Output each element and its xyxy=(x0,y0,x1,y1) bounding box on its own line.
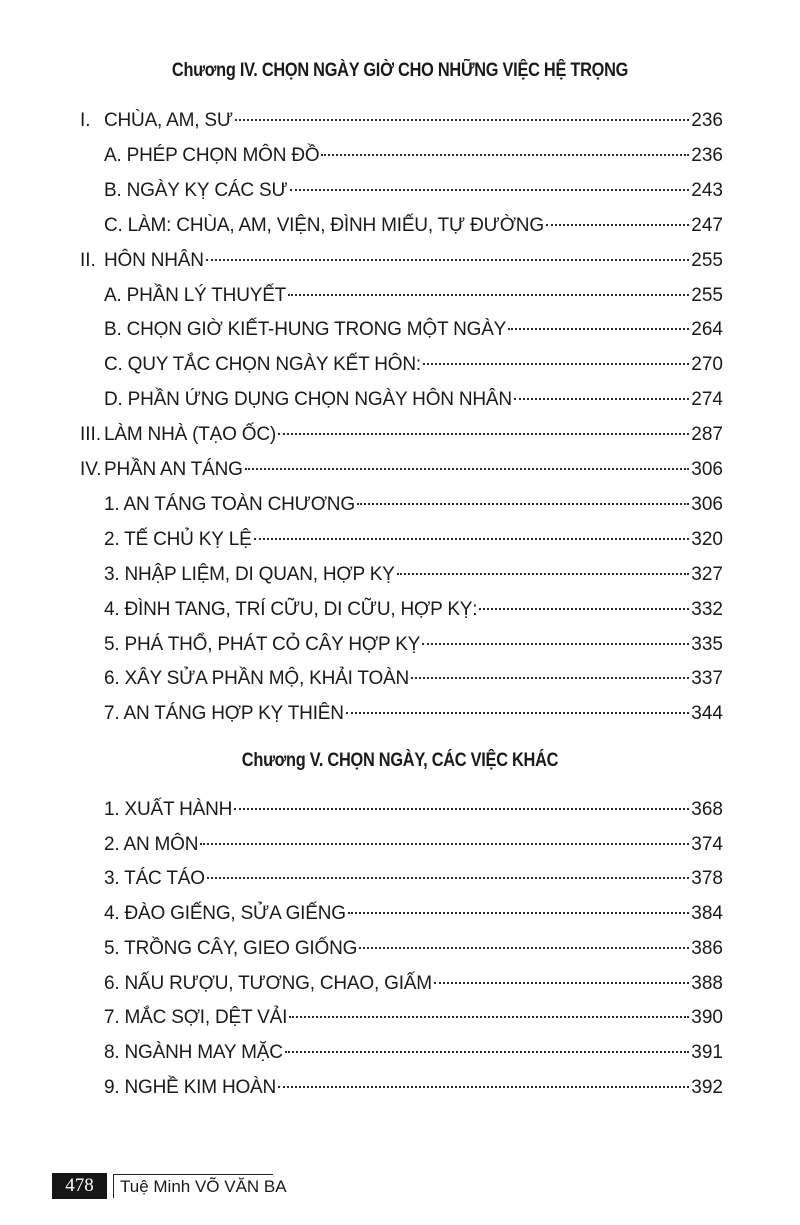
toc-entry[interactable] xyxy=(0,490,800,520)
toc-entry-page: 274 xyxy=(691,389,723,411)
toc-entry[interactable] xyxy=(0,315,800,345)
toc-entry[interactable] xyxy=(0,664,800,694)
toc-entry-title: CHÙA, AM, SƯ xyxy=(104,110,233,131)
toc-entry-page: 378 xyxy=(691,868,723,890)
toc-entry[interactable] xyxy=(0,560,800,590)
toc-entry-page: 247 xyxy=(691,214,723,236)
toc-entry-page: 335 xyxy=(691,633,723,655)
footer-divider xyxy=(113,1174,114,1198)
toc-entry-page: 390 xyxy=(691,1007,723,1029)
toc-leader-dots xyxy=(207,877,690,879)
toc-entry-title: HÔN NHÂN xyxy=(104,249,204,271)
toc-entry-title: 9. NGHỀ KIM HOÀN xyxy=(104,1076,277,1098)
toc-entry-title: 2. AN MÔN xyxy=(104,833,199,855)
toc-entry-title: 1. XUẤT HÀNH xyxy=(104,799,233,820)
toc-entry-title: 5. TRỒNG CÂY, GIEO GIỐNG xyxy=(104,937,358,959)
toc-entry-number: II. xyxy=(80,249,96,271)
toc-entry[interactable] xyxy=(0,141,800,171)
toc-entry-title: 7. MẮC SỢI, DỆT VẢI xyxy=(104,1007,288,1029)
toc-entry[interactable] xyxy=(0,630,800,660)
toc-leader-dots xyxy=(289,1016,689,1018)
toc-entry-title: 7. AN TÁNG HỢP KỴ THIÊN xyxy=(104,703,344,725)
toc-entry-number: III. xyxy=(80,424,102,446)
toc-entry-title: 5. PHÁ THỔ, PHÁT CỎ CÂY HỢP KỴ xyxy=(104,633,421,655)
toc-entry[interactable] xyxy=(0,525,800,555)
toc-entry-page: 368 xyxy=(691,799,723,820)
toc-entry[interactable] xyxy=(0,969,800,999)
toc-entry[interactable] xyxy=(0,385,800,415)
toc-leader-dots xyxy=(290,189,690,191)
toc-entry[interactable] xyxy=(0,595,800,625)
toc-entry-page: 386 xyxy=(691,937,723,959)
toc-leader-dots xyxy=(423,363,689,365)
toc-leader-dots xyxy=(245,468,690,470)
toc-entry-title: B. CHỌN GIỜ KIẾT-HUNG TRONG MỘT NGÀY xyxy=(104,319,507,341)
toc-entry-page: 270 xyxy=(691,354,723,376)
toc-entry-title: 6. XÂY SỬA PHẦN MỘ, KHẢI TOÀN xyxy=(104,668,410,690)
toc-entry-title: 4. ĐÀO GIẾNG, SỬA GIẾNG xyxy=(104,903,346,925)
footer-rule xyxy=(113,1174,273,1175)
toc-entry-page: 332 xyxy=(691,598,723,620)
toc-entry[interactable] xyxy=(0,420,800,450)
toc-entry[interactable] xyxy=(0,455,800,485)
toc-leader-dots xyxy=(422,643,689,645)
toc-entry-page: 306 xyxy=(691,493,723,515)
toc-entry-title: 8. NGÀNH MAY MẶC xyxy=(104,1041,283,1063)
toc-entry-page: 392 xyxy=(691,1076,723,1098)
page-number-box: 478 xyxy=(52,1173,107,1199)
toc-entry-title: B. NGÀY KỴ CÁC SƯ xyxy=(104,179,288,201)
toc-entry-title: A. PHẦN LÝ THUYẾT xyxy=(104,284,287,306)
toc-entry[interactable] xyxy=(0,106,800,136)
toc-entry-page: 255 xyxy=(691,249,723,271)
toc-entry-title: C. QUY TẮC CHỌN NGÀY KẾT HÔN: xyxy=(104,354,421,376)
toc-leader-dots xyxy=(359,947,689,949)
toc-entry-page: 287 xyxy=(691,424,723,446)
toc-leader-dots xyxy=(321,154,689,156)
toc-entry[interactable] xyxy=(0,176,800,206)
toc-leader-dots xyxy=(278,1086,689,1088)
toc-entry[interactable] xyxy=(0,795,800,825)
toc-leader-dots xyxy=(206,259,690,261)
toc-entry[interactable] xyxy=(0,864,800,894)
toc-entry-page: 236 xyxy=(691,144,723,166)
footer-author: Tuệ Minh VÕ VĂN BA xyxy=(120,1177,287,1196)
toc-entry-number: I. xyxy=(80,110,91,131)
toc-entry-title: A. PHÉP CHỌN MÔN ĐỒ xyxy=(104,144,320,166)
toc-leader-dots xyxy=(411,677,689,679)
toc-entry-page: 384 xyxy=(691,903,723,925)
toc-leader-dots xyxy=(357,503,689,505)
toc-leader-dots xyxy=(254,538,690,540)
toc-entry-title: LÀM NHÀ (TẠO ỐC) xyxy=(104,424,277,446)
toc-entry-page: 374 xyxy=(691,833,723,855)
toc-entry[interactable] xyxy=(0,934,800,964)
toc-entry-title: 6. NẤU RƯỢU, TƯƠNG, CHAO, GIẤM xyxy=(104,972,432,994)
toc-entry-title: 2. TẾ CHỦ KỴ LỆ xyxy=(104,528,252,550)
toc-leader-dots xyxy=(514,398,689,400)
toc-entry[interactable] xyxy=(0,1003,800,1033)
toc-entry-page: 337 xyxy=(691,668,723,690)
toc-entry-page: 236 xyxy=(691,110,723,131)
toc-entry[interactable] xyxy=(0,830,800,860)
toc-entry[interactable] xyxy=(0,1038,800,1068)
toc-entry[interactable] xyxy=(0,246,800,276)
toc-leader-dots xyxy=(200,843,689,845)
chapter-4-title: Chương IV. CHỌN NGÀY GIỜ CHO NHỮNG VIỆC HỆ TRỌNG xyxy=(171,60,629,81)
chapter-5-title: Chương V. CHỌN NGÀY, CÁC VIỆC KHÁC xyxy=(241,750,559,771)
toc-entry[interactable] xyxy=(0,211,800,241)
toc-leader-dots xyxy=(285,1051,690,1053)
toc-entry-title: D. PHẦN ỨNG DỤNG CHỌN NGÀY HÔN NHÂN xyxy=(104,389,512,411)
toc-entry-page: 306 xyxy=(691,459,723,480)
toc-entry-title: PHẦN AN TÁNG xyxy=(104,459,243,480)
toc-leader-dots xyxy=(348,912,689,914)
toc-entry[interactable] xyxy=(0,1073,800,1103)
toc-entry[interactable] xyxy=(0,899,800,929)
toc-entry-page: 388 xyxy=(691,972,723,994)
toc-leader-dots xyxy=(508,328,689,330)
toc-entry-page: 327 xyxy=(691,563,723,585)
toc-leader-dots xyxy=(479,608,689,610)
toc-leader-dots xyxy=(346,712,690,714)
toc-leader-dots xyxy=(235,119,689,121)
toc-entry-page: 255 xyxy=(691,284,723,306)
toc-entry-page: 320 xyxy=(691,528,723,550)
toc-leader-dots xyxy=(288,294,689,296)
toc-entry-title: 3. NHẬP LIỆM, DI QUAN, HỢP KỴ xyxy=(104,563,395,585)
toc-leader-dots xyxy=(397,573,690,575)
toc-entry-title: 1. AN TÁNG TOÀN CHƯƠNG xyxy=(104,493,355,515)
toc-entry-title: 4. ĐÌNH TANG, TRÍ CỮU, DI CỮU, HỢP KỴ: xyxy=(104,598,478,620)
toc-entry[interactable] xyxy=(0,699,800,729)
toc-entry-page: 391 xyxy=(691,1041,723,1063)
toc-leader-dots xyxy=(434,982,689,984)
toc-entry-number: IV. xyxy=(80,459,102,480)
toc-entry-page: 264 xyxy=(691,319,723,341)
toc-leader-dots xyxy=(278,433,689,435)
toc-entry-title: 3. TÁC TÁO xyxy=(104,868,205,890)
toc-entry-title: C. LÀM: CHÙA, AM, VIỆN, ĐÌNH MIẾU, TỰ ĐƯỜNG xyxy=(104,214,544,236)
toc-entry[interactable] xyxy=(0,350,800,380)
toc-entry[interactable] xyxy=(0,281,800,311)
toc-leader-dots xyxy=(546,224,689,226)
toc-entry-page: 243 xyxy=(691,179,723,201)
toc-leader-dots xyxy=(234,808,689,810)
toc-entry-page: 344 xyxy=(691,703,723,725)
